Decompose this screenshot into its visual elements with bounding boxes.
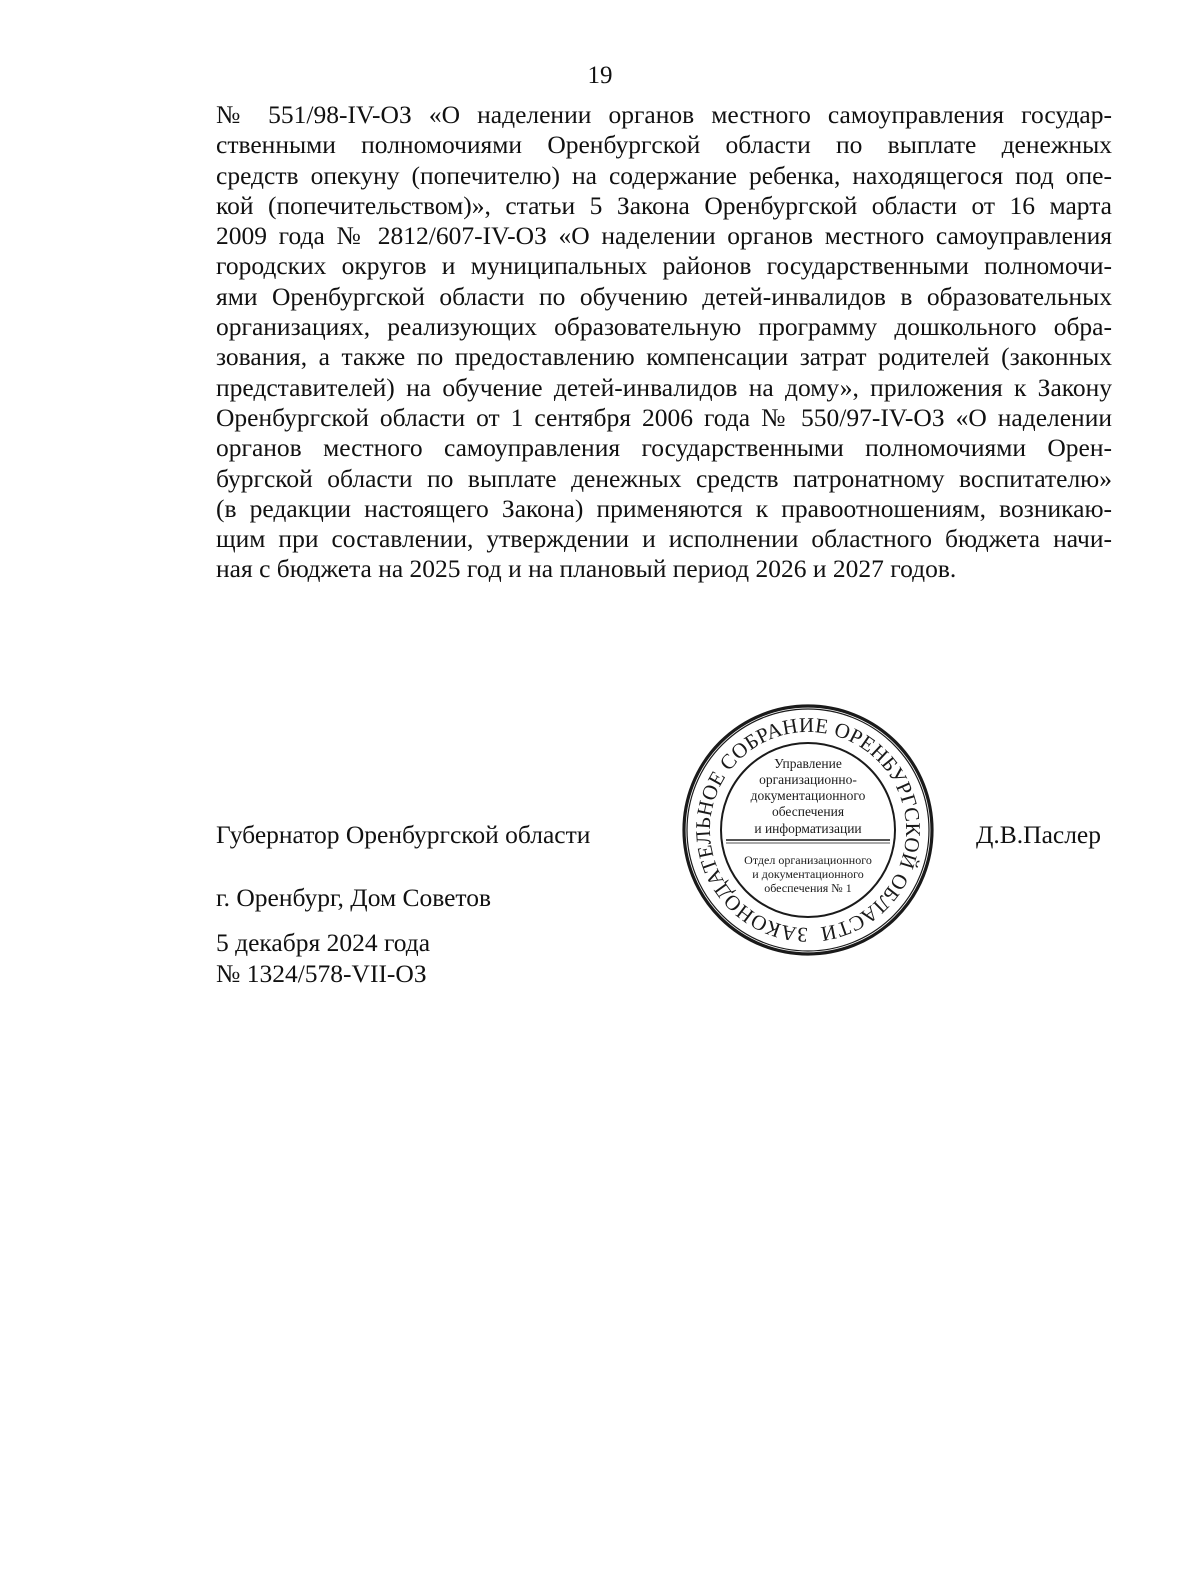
paragraph-line: 2009 года № 2812/607-IV-ОЗ «О наделении органов местного самоуправления (216, 221, 1112, 251)
page-number: 19 (587, 62, 613, 89)
paragraph-line: представителей) на обучение детей-инвалидов на дому», приложения к Закону (216, 372, 1112, 402)
paragraph-line: Оренбургской области от 1 сентября 2006 года № 550/97-IV-ОЗ «О наделении (216, 402, 1112, 432)
paragraph-line: ями Оренбургской области по обучению детей-инвалидов в образовательных (216, 281, 1112, 311)
signer-title: Губернатор Оренбургской области (216, 820, 591, 849)
paragraph-line: организациях, реализующих образовательную программу дошкольного обра- (216, 312, 1112, 342)
signing-place: г. Оренбург, Дом Советов (216, 883, 492, 912)
seal-outer-ring-text: ЗАКОНОДАТЕЛЬНОЕ СОБРАНИЕ ОРЕНБУРГСКОЙ ОБЛАСТИ (690, 712, 926, 948)
signer-name: Д.В.Паслер (976, 820, 1101, 849)
law-number: № 1324/578-VII-ОЗ (216, 959, 427, 988)
paragraph-line: ная с бюджета на 2025 год и на плановый период 2026 и 2027 годов. (216, 554, 957, 584)
seal-inner-line: документационного (750, 788, 866, 803)
seal-inner-line: обеспечения (771, 804, 845, 819)
paragraph-line: средств опекуну (попечителю) на содержание ребенка, находящегося под опе- (216, 160, 1112, 190)
paragraph-line: № 551/98-IV-ОЗ «О наделении органов местного самоуправления государ- (216, 100, 1112, 129)
seal-lower-line: Отдел организационного (744, 853, 872, 867)
body-paragraph (216, 100, 1112, 585)
paragraph-line: щим при составлении, утверждении и исполнении областного бюджета начи- (216, 524, 1112, 554)
seal-inner-line: организационно- (759, 772, 857, 787)
seal-lower-line: обеспечения № 1 (764, 881, 852, 895)
paragraph-line: кой (попечительством)», статьи 5 Закона Оренбургской области от 16 марта (216, 190, 1112, 220)
seal-lower-line: и документационного (752, 867, 864, 881)
paragraph-line: (в редакции настоящего Закона) применяются к правоотношениям, возникаю- (216, 493, 1112, 523)
paragraph-line: бургской области по выплате денежных средств патронатному воспитателю» (216, 463, 1112, 493)
official-seal-stamp (674, 702, 942, 958)
paragraph-line: городских округов и муниципальных районов государственными полномочи- (216, 251, 1112, 281)
paragraph-line: зования, а также по предоставлению компенсации затрат родителей (законных (216, 342, 1112, 372)
seal-inner-line: и информатизации (754, 821, 862, 836)
seal-inner-line: Управление (774, 756, 842, 771)
paragraph-line: ственными полномочиями Оренбургской области по выплате денежных (216, 130, 1112, 160)
signing-date: 5 декабря 2024 года (216, 928, 431, 957)
paragraph-line: органов местного самоуправления государственными полномочиями Орен- (216, 433, 1112, 463)
